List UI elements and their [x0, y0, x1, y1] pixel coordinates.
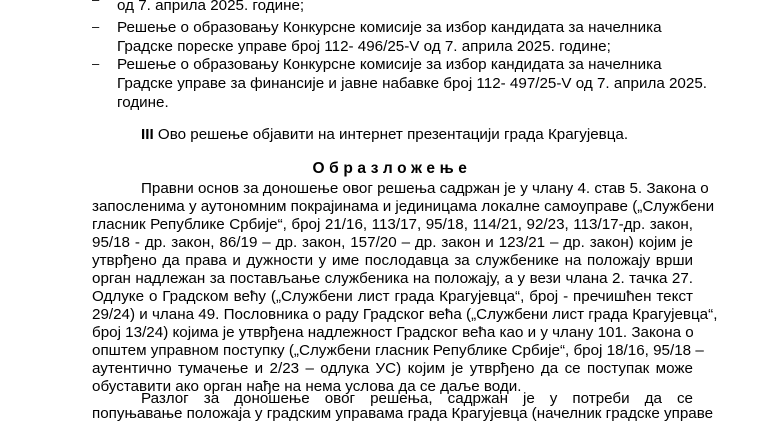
bullet-3-line-3: године. [117, 94, 169, 111]
bullet-2-line-2: Градске пореске управе број 112- 496/25-V од 7. априла 2025. године; [117, 38, 611, 55]
bullet-2-line-1: Решење о образовању Конкурсне комисије за избор кандидата за начелника [117, 19, 662, 36]
para1-line: утврђено да права и дужности у име послодавца за службенике на положају врши [92, 252, 693, 269]
para1-line: Правни основ за доношење овог решења садржан је у члану 4. став 5. Закона о [141, 180, 709, 197]
section-3 [141, 125, 628, 144]
para1-line: орган надлежан за постављање службеника на положају, а у вези члана 2. тачка 27. [92, 270, 693, 287]
para1-line: гласник Републике Србије“, број 21/16, 113/17, 95/18, 114/21, 92/23, 113/17-др. закон, [92, 216, 693, 233]
section-heading: Образложење [312, 160, 472, 177]
para1-line: број 13/24) којима је утврђена надлежност Градског већа као и у члану 101. Закона о [92, 324, 694, 341]
section-3-number: III [141, 126, 154, 143]
section-3-text: Ово решење објавити на интернет презентацији града Крагујевца. [153, 126, 629, 143]
para1-line: општем управном поступку („Службени гласник Републике Србије“, број 18/16, 95/18 – [92, 342, 704, 359]
para2-line: Разлог за доношење овог решења, садржан је у потреби да се [141, 390, 693, 407]
bullet-1-line-1: од 7. априла 2025. године; [117, 0, 305, 14]
bullet-dash-icon: – [92, 19, 100, 34]
para1-line: аутентично тумачење и 2/23 – одлука УС) којим је утврђено да се поступак може [92, 360, 693, 377]
bullet-dash-icon: – [92, 56, 100, 71]
para1-line: обуставити ако орган нађе на нема услова да се даље води. [92, 378, 522, 395]
bullet-3-line-2: Градске управе за финансије и јавне набавке број 112- 497/25-V од 7. априла 2025. [117, 75, 707, 92]
para1-line: запосленима у аутономним покрајинама и јединицама локалне самоуправе („Службени [92, 198, 715, 215]
para1-line: 29/24) и члана 49. Пословника о раду Градског већа („Службени лист града Крагујевца“, [92, 306, 718, 323]
para2-line: попуњавање положаја у градским управама града Крагујевца (начелник градске управе [92, 405, 714, 422]
bullet-3-line-1: Решење о образовању Конкурсне комисије за избор кандидата за начелника [117, 56, 662, 73]
bullet-dash-icon [92, 0, 99, 7]
para1-line: 95/18 - др. закон, 86/19 – др. закон, 157/20 – др. закон и 123/21 – др. закон) којим је [92, 234, 693, 251]
para1-line: Одлуке о Градском већу („Службени лист града Крагујевца“, број - пречишћен текст [92, 288, 693, 305]
